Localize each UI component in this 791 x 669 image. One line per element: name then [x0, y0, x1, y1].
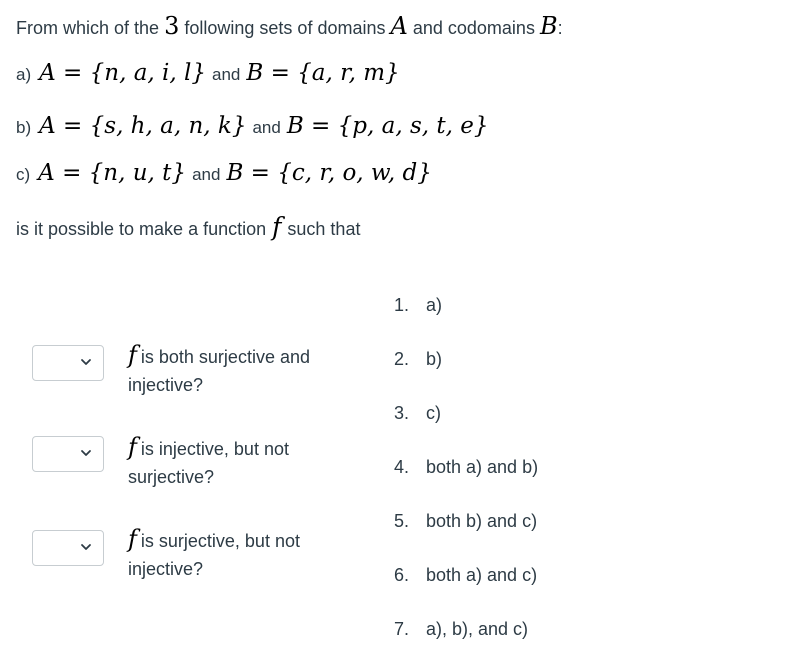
option-text: both a) and b): [426, 457, 539, 477]
statement-text: is injective, but not surjective?: [128, 439, 289, 487]
statement-text: is both surjective and injective?: [128, 347, 310, 395]
answer-option: [394, 291, 538, 345]
set-label: c): [16, 165, 31, 184]
option-text: b): [426, 349, 443, 369]
intro-text-1: From which of the: [16, 18, 160, 38]
set-domain: A = {s, h, a, n, k}: [39, 113, 247, 139]
answer-select-1[interactable]: [32, 345, 104, 381]
option-number: 7.: [394, 619, 410, 639]
question-prompt: [16, 212, 360, 241]
intro-codomain-var: B: [539, 12, 558, 40]
answer-option: [394, 453, 538, 507]
option-text: a): [426, 295, 443, 315]
set-and: and: [212, 65, 241, 84]
option-number: 5.: [394, 511, 410, 531]
option-number: 2.: [394, 349, 410, 369]
statement-function-var: f: [128, 341, 137, 369]
statement-function-var: f: [128, 433, 137, 461]
set-label: a): [16, 65, 32, 84]
answer-option: [394, 615, 538, 669]
question-intro: [16, 13, 563, 41]
answer-select-2[interactable]: [32, 436, 104, 472]
intro-text-3: and codomains: [412, 18, 535, 38]
set-option-b: [16, 113, 489, 139]
set-domain: A = {n, a, i, l}: [39, 60, 206, 86]
set-and: and: [252, 118, 281, 137]
question-text-before: is it possible to make a function: [16, 219, 267, 239]
option-number: 3.: [394, 403, 410, 423]
match-statement-3: [128, 525, 348, 583]
set-and: and: [192, 165, 221, 184]
option-text: both b) and c): [426, 511, 538, 531]
answer-option: [394, 399, 538, 453]
option-text: both a) and c): [426, 565, 538, 585]
set-option-a: [16, 60, 400, 86]
set-codomain: B = {a, r, m}: [246, 60, 400, 86]
question-function-var: f: [272, 212, 282, 241]
set-label: b): [16, 118, 32, 137]
set-domain: A = {n, u, t}: [38, 160, 187, 186]
chevron-down-icon: [79, 355, 93, 369]
chevron-down-icon: [79, 446, 93, 460]
answer-options-list: [394, 291, 538, 669]
answer-option: [394, 561, 538, 615]
statement-text: is surjective, but not injective?: [128, 531, 300, 579]
answer-option: [394, 507, 538, 561]
match-statement-2: [128, 433, 348, 491]
option-text: a), b), and c): [426, 619, 529, 639]
intro-colon: :: [557, 18, 563, 38]
set-codomain: B = {c, r, o, w, d}: [226, 160, 432, 186]
option-text: c): [426, 403, 441, 423]
set-option-c: [16, 160, 432, 186]
answer-option: [394, 345, 538, 399]
intro-text-2: following sets of domains: [184, 18, 386, 38]
option-number: 1.: [394, 295, 410, 315]
match-statement-1: [128, 341, 348, 399]
statement-function-var: f: [128, 525, 137, 553]
question-text-after: such that: [287, 219, 361, 239]
set-codomain: B = {p, a, s, t, e}: [286, 113, 489, 139]
answer-select-3[interactable]: [32, 530, 104, 566]
intro-count: 3: [164, 12, 180, 40]
option-number: 4.: [394, 457, 410, 477]
option-number: 6.: [394, 565, 410, 585]
intro-domain-var: A: [390, 12, 408, 40]
chevron-down-icon: [79, 540, 93, 554]
